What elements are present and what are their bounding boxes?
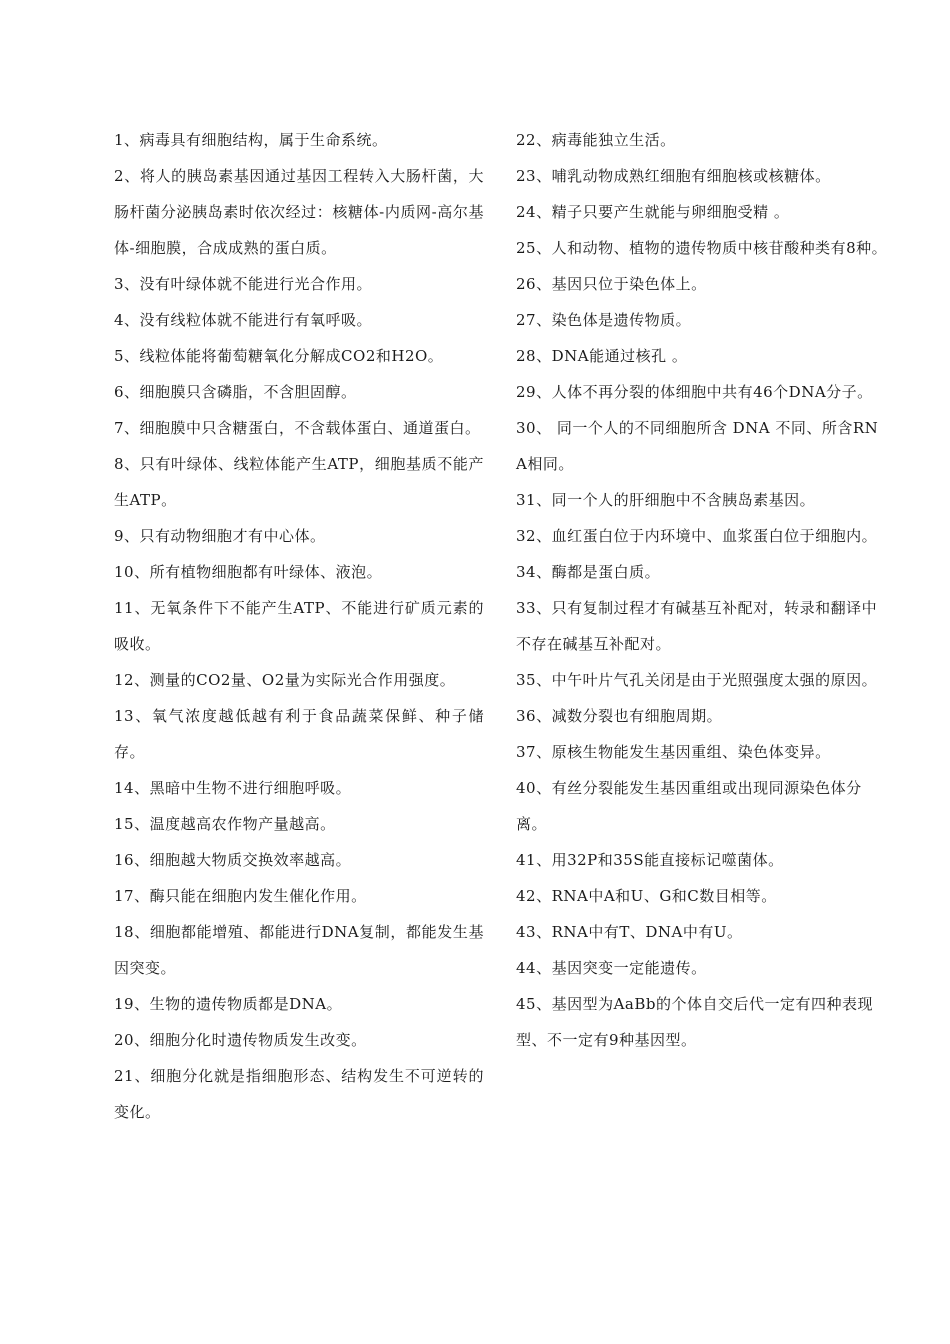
statement-item: 30、 同一个人的不同细胞所含 DNA 不同、所含RNA相同。: [516, 419, 879, 473]
statement-item: 34、酶都是蛋白质。: [516, 563, 661, 581]
statement-item: 33、只有复制过程才有碱基互补配对，转录和翻译中不存在碱基互补配对。: [516, 599, 878, 653]
statement-item: 35、中午叶片气孔关闭是由于光照强度太强的原因。: [516, 671, 878, 689]
statement-item: 31、同一个人的肝细胞中不含胰岛素基因。: [516, 491, 816, 509]
statement-item: 6、细胞膜只含磷脂，不含胆固醇。: [114, 383, 357, 401]
statement-item: 20、细胞分化时遗传物质发生改变。: [114, 1031, 367, 1049]
statement-item: 5、线粒体能将葡萄糖氧化分解成CO2和H2O。: [114, 347, 444, 365]
statement-item: 24、精子只要产生就能与卵细胞受精 。: [516, 203, 790, 221]
statement-item: 44、基因突变一定能遗传。: [516, 959, 707, 977]
right-column: [516, 122, 888, 1058]
statement-item: 3、没有叶绿体就不能进行光合作用。: [114, 275, 373, 293]
statement-item: 37、原核生物能发生基因重组、染色体变异。: [516, 743, 831, 761]
statement-item: 43、RNA中有T、DNA中有U。: [516, 923, 743, 941]
statement-item: 45、基因型为AaBb的个体自交后代一定有四种表现型、不一定有9种基因型。: [516, 995, 873, 1049]
statement-item: 26、基因只位于染色体上。: [516, 275, 707, 293]
statement-item: 13、氧气浓度越低越有利于食品蔬菜保鲜、种子储存。: [114, 707, 484, 761]
statement-item: 25、人和动物、植物的遗传物质中核苷酸种类有8种。: [516, 239, 888, 257]
statement-item: 29、人体不再分裂的体细胞中共有46个DNA分子。: [516, 383, 873, 401]
statement-item: 21、细胞分化就是指细胞形态、结构发生不可逆转的变化。: [114, 1067, 484, 1121]
statement-item: 40、有丝分裂能发生基因重组或出现同源染色体分离。: [516, 779, 862, 833]
statement-item: 23、哺乳动物成熟红细胞有细胞核或核糖体。: [516, 167, 831, 185]
statement-item: 17、酶只能在细胞内发生催化作用。: [114, 887, 367, 905]
statement-item: 42、RNA中A和U、G和C数目相等。: [516, 887, 777, 905]
statement-item: 18、细胞都能增殖、都能进行DNA复制，都能发生基因突变。: [114, 923, 484, 977]
statement-item: 16、细胞越大物质交换效率越高。: [114, 851, 352, 869]
statement-item: 27、染色体是遗传物质。: [516, 311, 692, 329]
statement-item: 22、病毒能独立生活。: [516, 131, 676, 149]
statement-item: 19、生物的遗传物质都是DNA。: [114, 995, 343, 1013]
statement-item: 9、只有动物细胞才有中心体。: [114, 527, 326, 545]
statement-item: 41、用32P和35S能直接标记噬菌体。: [516, 851, 784, 869]
statement-item: 12、测量的CO2量、O2量为实际光合作用强度。: [114, 671, 456, 689]
statement-item: 11、无氧条件下不能产生ATP、不能进行矿质元素的吸收。: [114, 599, 484, 653]
statement-item: 32、血红蛋白位于内环境中、血浆蛋白位于细胞内。: [516, 527, 878, 545]
statement-item: 10、所有植物细胞都有叶绿体、液泡。: [114, 563, 383, 581]
statement-item: 15、温度越高农作物产量越高。: [114, 815, 336, 833]
statement-item: 28、DNA能通过核孔 。: [516, 347, 688, 365]
statement-item: 8、只有叶绿体、线粒体能产生ATP，细胞基质不能产生ATP。: [114, 455, 484, 509]
statement-item: 14、黑暗中生物不进行细胞呼吸。: [114, 779, 352, 797]
statement-item: 1、病毒具有细胞结构，属于生命系统。: [114, 131, 388, 149]
statement-item: 2、将人的胰岛素基因通过基因工程转入大肠杆菌，大肠杆菌分泌胰岛素时依次经过：核糖体-内质网-高尔基体-细胞膜，合成成熟的蛋白质。: [114, 167, 484, 257]
statement-item: 4、没有线粒体就不能进行有氧呼吸。: [114, 311, 373, 329]
statement-item: 36、减数分裂也有细胞周期。: [516, 707, 723, 725]
statement-item: 7、细胞膜中只含糖蛋白，不含载体蛋白、通道蛋白。: [114, 419, 481, 437]
left-column: [114, 122, 484, 1130]
